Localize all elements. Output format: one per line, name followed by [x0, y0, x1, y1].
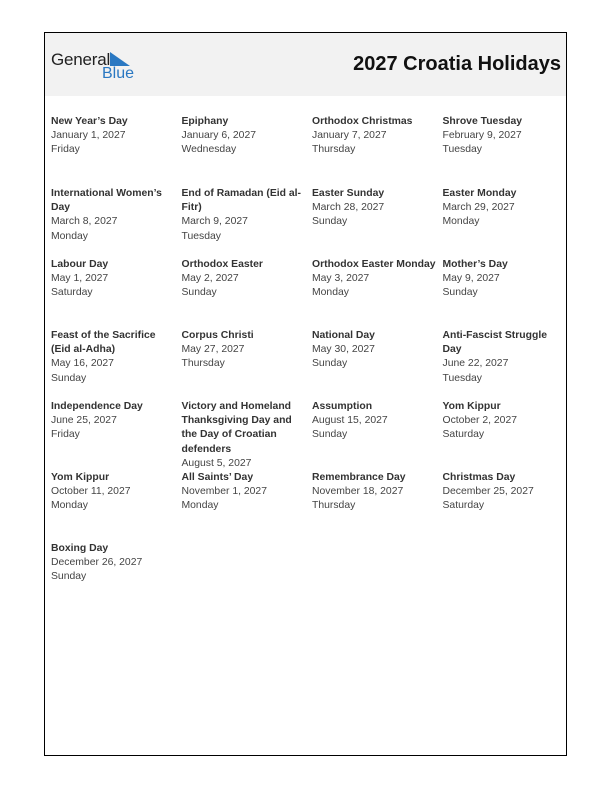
- holiday-date: May 2, 2027: [181, 273, 239, 285]
- holiday-date: November 1, 2027: [181, 486, 267, 498]
- holiday-entry: [51, 329, 175, 386]
- holiday-date: March 29, 2027: [442, 202, 515, 214]
- holiday-date: June 22, 2027: [442, 358, 509, 370]
- holiday-name: Yom Kippur: [442, 401, 501, 412]
- holiday-name: Boxing Day: [51, 543, 109, 554]
- holiday-entry: [182, 258, 306, 301]
- holiday-entry: [312, 258, 436, 301]
- holiday-name: Orthodox Easter Monday: [312, 259, 436, 270]
- holiday-weekday: Tuesday: [442, 372, 482, 384]
- logo-general-text: General: [51, 50, 111, 69]
- holiday-entry: [443, 471, 567, 514]
- holiday-entry: [443, 187, 567, 230]
- holiday-name: Christmas Day: [442, 472, 516, 483]
- holiday-weekday: Saturday: [51, 287, 93, 299]
- holiday-weekday: Thursday: [181, 358, 225, 370]
- holiday-weekday: Tuesday: [442, 144, 482, 156]
- holiday-date: January 6, 2027: [181, 130, 257, 142]
- holiday-weekday: Friday: [51, 429, 80, 441]
- holiday-weekday: Tuesday: [181, 230, 221, 242]
- holiday-date: February 9, 2027: [442, 130, 522, 142]
- holiday-entry: [312, 329, 436, 372]
- holiday-name: Assumption: [312, 401, 373, 412]
- holiday-name: International Women’s Day: [51, 188, 162, 214]
- holiday-entry: [51, 187, 175, 244]
- holiday-date: August 15, 2027: [312, 415, 388, 427]
- holiday-date: October 2, 2027: [442, 415, 518, 427]
- holiday-name: Mother’s Day: [442, 259, 508, 270]
- holiday-entry: [51, 400, 175, 443]
- holiday-weekday: Monday: [51, 230, 88, 242]
- page-title: 2027 Croatia Holidays: [353, 53, 561, 75]
- holiday-weekday: Sunday: [51, 372, 87, 384]
- holiday-entry: [51, 542, 175, 585]
- logo-blue-text: Blue: [102, 65, 135, 82]
- generalblue-logo: [51, 50, 141, 82]
- holiday-name: New Year’s Day: [51, 116, 128, 127]
- holiday-entry: [51, 115, 175, 158]
- holiday-entry: [443, 400, 567, 443]
- holiday-date: May 3, 2027: [312, 273, 370, 285]
- holiday-name: Labour Day: [51, 259, 109, 270]
- holiday-entry: [312, 187, 436, 230]
- holiday-date: December 26, 2027: [51, 557, 143, 569]
- holiday-entry: [443, 258, 567, 301]
- holiday-weekday: Monday: [312, 287, 349, 299]
- holiday-entry: [182, 471, 306, 514]
- holiday-weekday: Sunday: [51, 571, 87, 583]
- holiday-date: March 8, 2027: [51, 216, 118, 228]
- holiday-name: End of Ramadan (Eid al-Fitr): [181, 188, 302, 214]
- holiday-weekday: Wednesday: [181, 144, 237, 156]
- holiday-name: Independence Day: [51, 401, 143, 412]
- holiday-weekday: Saturday: [442, 500, 485, 512]
- holiday-name: Feast of the Sacrifice (Eid al-Adha): [51, 330, 156, 356]
- holiday-weekday: Sunday: [312, 358, 348, 370]
- holiday-weekday: Sunday: [312, 429, 348, 441]
- holiday-name: Victory and Homeland Thanksgiving Day and the Day of Croatian defenders: [181, 401, 292, 455]
- holiday-name: Easter Sunday: [312, 188, 385, 199]
- holiday-entry: [182, 187, 306, 244]
- holiday-date: October 11, 2027: [51, 486, 131, 498]
- holiday-name: Yom Kippur: [51, 472, 110, 483]
- holiday-entry: [312, 400, 436, 443]
- holiday-name: All Saints’ Day: [181, 472, 254, 483]
- holiday-entry: [312, 471, 436, 514]
- holiday-weekday: Friday: [51, 144, 80, 156]
- holiday-date: March 9, 2027: [181, 216, 248, 228]
- holiday-entry: [182, 115, 306, 158]
- holiday-name: National Day: [312, 330, 375, 341]
- header-band: [45, 33, 566, 96]
- holiday-weekday: Thursday: [312, 144, 356, 156]
- holiday-date: November 18, 2027: [312, 486, 404, 498]
- holiday-name: Shrove Tuesday: [442, 116, 522, 127]
- holiday-name: Remembrance Day: [312, 472, 406, 483]
- holiday-entry: [312, 115, 436, 158]
- holiday-weekday: Sunday: [181, 287, 217, 299]
- holiday-date: May 9, 2027: [442, 273, 500, 285]
- holiday-entry: [443, 329, 567, 386]
- holiday-date: May 16, 2027: [51, 358, 114, 370]
- holiday-weekday: Monday: [181, 500, 219, 512]
- holiday-weekday: Sunday: [312, 216, 348, 228]
- holiday-date: January 7, 2027: [312, 130, 387, 142]
- holiday-entry: [51, 471, 175, 514]
- holiday-weekday: Monday: [51, 500, 88, 512]
- calendar-page: [44, 32, 567, 756]
- holiday-date: May 1, 2027: [51, 273, 109, 285]
- holiday-entry: [182, 400, 306, 471]
- holiday-date: May 27, 2027: [181, 344, 245, 356]
- holiday-weekday: Sunday: [442, 287, 478, 299]
- holiday-date: August 5, 2027: [181, 457, 252, 469]
- holiday-name: Corpus Christi: [181, 330, 254, 341]
- holiday-entry: [182, 329, 306, 372]
- holiday-date: May 30, 2027: [312, 344, 375, 356]
- holiday-name: Orthodox Easter: [181, 259, 263, 270]
- holiday-name: Anti-Fascist Struggle Day: [442, 330, 547, 356]
- holiday-name: Epiphany: [181, 116, 229, 127]
- holiday-name: Easter Monday: [442, 188, 517, 199]
- holiday-date: March 28, 2027: [312, 202, 385, 214]
- holiday-entry: [443, 115, 567, 158]
- holiday-date: January 1, 2027: [51, 130, 126, 142]
- holiday-name: Orthodox Christmas: [312, 116, 413, 127]
- logo-triangle-icon: [110, 52, 130, 66]
- holiday-date: June 25, 2027: [51, 415, 117, 427]
- holiday-weekday: Monday: [442, 216, 480, 228]
- holiday-entry: [51, 258, 175, 301]
- holiday-date: December 25, 2027: [442, 486, 534, 498]
- holiday-weekday: Thursday: [312, 500, 356, 512]
- holiday-weekday: Saturday: [442, 429, 485, 441]
